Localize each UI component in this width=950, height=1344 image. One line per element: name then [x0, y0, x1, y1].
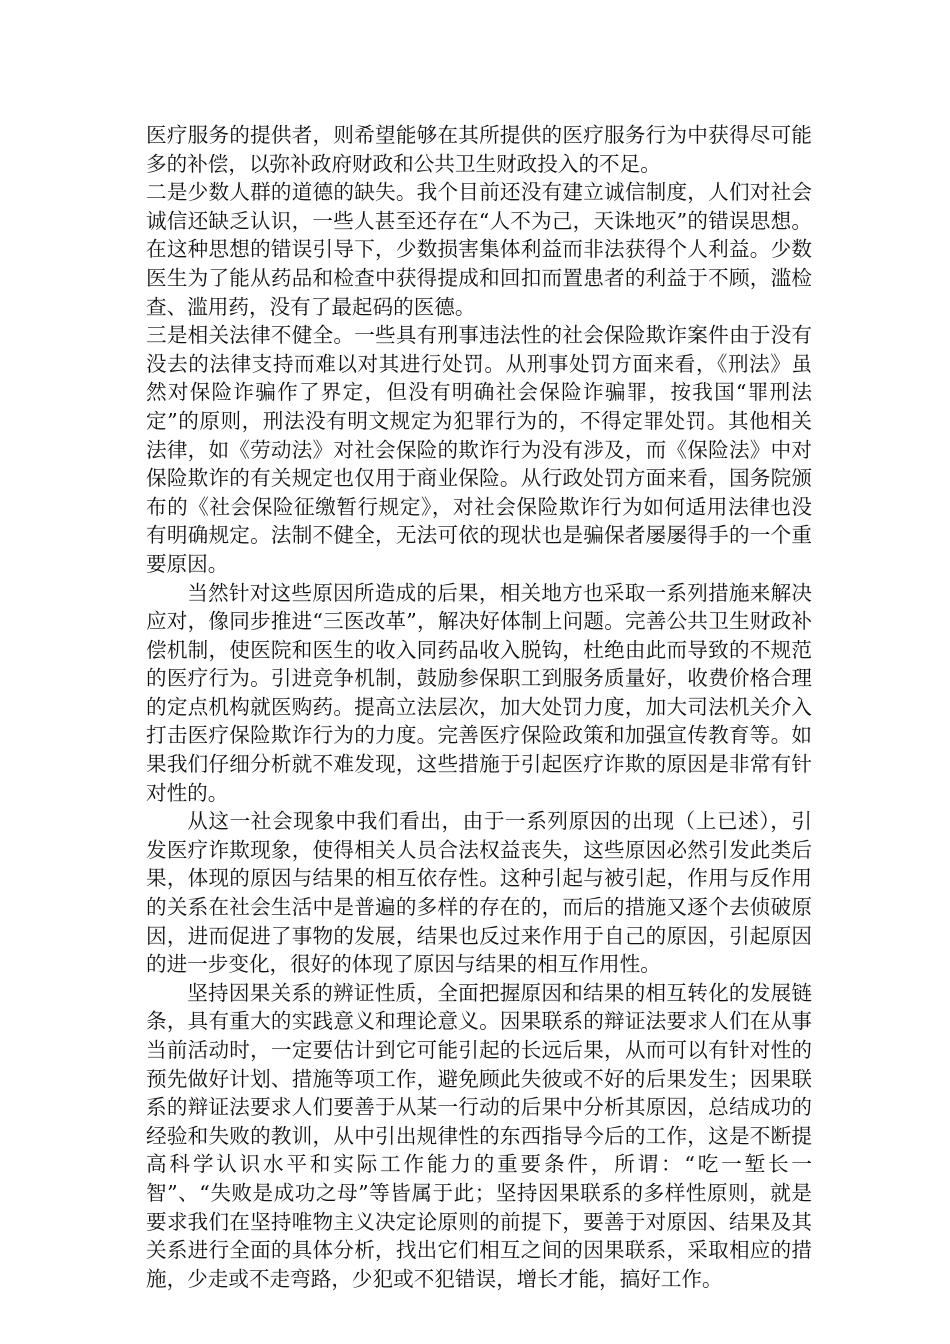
- paragraph-point-two-ethics: 二是少数人群的道德的缺失。我个目前还没有建立诚信制度，人们对社会诚信还缺乏认识，一些人甚至还存在“人不为己，天诛地灭”的错误思想。在这种思想的错误引导下，少数损害集体利益而非法获得个人利益。少数医生为了能从药品和检查中获得提成和回扣而置患者的利益于不顾，滥检查、滥用药，没有了最起码的医德。: [146, 180, 812, 319]
- paragraph-continuation-funding: 医疗服务的提供者，则希望能够在其所提供的医疗服务行为中获得尽可能多的补偿，以弥补政府财政和公共卫生财政投入的不足。: [146, 123, 812, 176]
- document-body: [146, 121, 812, 1293]
- paragraph-cause-effect-analysis: 从这一社会现象中我们看出，由于一系列原因的出现（上已述），引发医疗诈欺现象，使得相关人员合法权益丧失，这些原因必然引发此类后果，体现的原因与结果的相互依存性。这种引起与被引起，作用与反作用的关系在社会生活中是普遍的多样的存在的，而后的措施又逐个去侦破原因，进而促进了事物的发展，结果也反过来作用于自己的原因，引起原因的进一步变化，很好的体现了原因与结果的相互作用性。: [146, 809, 812, 977]
- paragraph-dialectics-conclusion: 坚持因果关系的辨证性质，全面把握原因和结果的相互转化的发展链条，具有重大的实践意义和理论意义。因果联系的辩证法要求人们在从事当前活动时，一定要估计到它可能引起的长远后果，从而可以有针对性的预先做好计划、措施等项工作，避免顾此失彼或不好的后果发生；因果联系的辩证法要求人们要善于从某一行动的后果中分析其原因，总结成功的经验和失败的教训，从中引出规律性的东西指导今后的工作，这是不断提高科学认识水平和实际工作能力的重要条件，所谓：“吃一堑长一智”、“失败是成功之母”等皆属于此；坚持因果联系的多样性原则，就是要求我们在坚持唯物主义决定论原则的前提下，要善于对原因、结果及其关系进行全面的具体分析，找出它们相互之间的因果联系，采取相应的措施，少走或不走弯路，少犯或不犯错误，增长才能，搞好工作。: [146, 980, 812, 1291]
- paragraph-measures: 当然针对这些原因所造成的后果，相关地方也采取一系列措施来解决应对，像同步推进“三医改革”，解决好体制上问题。完善公共卫生财政补偿机制，使医院和医生的收入同药品收入脱钩，杜绝由此而导致的不规范的医疗行为。引进竞争机制，鼓励参保职工到服务质量好，收费价格合理的定点机构就医购药。提高立法层次，加大处罚力度，加大司法机关介入打击医疗保险欺诈行为的力度。完善医疗保险政策和加强宣传教育等。如果我们仔细分析就不难发现，这些措施于引起医疗诈欺的原因是非常有针对性的。: [146, 580, 812, 805]
- paragraph-point-three-law: 三是相关法律不健全。一些具有刑事违法性的社会保险欺诈案件由于没有没去的法律支持而难以对其进行处罚。从刑事处罚方面来看，《刑法》虽然对保险诈骗作了界定，但没有明确社会保险诈骗罪，按我国“罪刑法定”的原则，刑法没有明文规定为犯罪行为的，不得定罪处罚。其他相关法律，如《劳动法》对社会保险的欺诈行为没有涉及，而《保险法》中对保险欺诈的有关规定也仅用于商业保险。从行政处罚方面来看，国务院颁布的《社会保险征缴暂行规定》，对社会保险欺诈行为如何适用法律也没有明确规定。法制不健全，无法可依的现状也是骗保者屡屡得手的一个重要原因。: [146, 323, 812, 576]
